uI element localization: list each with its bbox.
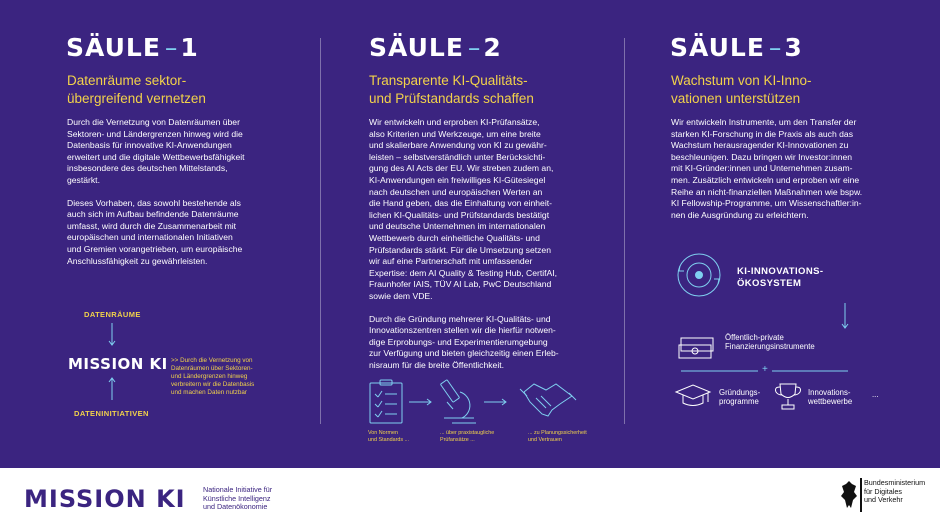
graduation-cap-icon <box>676 385 710 406</box>
more-ellipsis: ... <box>872 390 879 399</box>
mission-ki-center-label: MISSION KI <box>68 355 168 373</box>
cycle-icon <box>678 254 720 296</box>
financing-instruments-label: Öffentlich-private Finanzierungsinstrumente <box>725 333 815 352</box>
column-2-subtitle-line1: Transparente KI-Qualitäts- <box>369 73 528 88</box>
title-dash: – <box>768 33 783 62</box>
column-2-title-text: SÄULE <box>369 33 464 62</box>
footer <box>0 468 940 529</box>
column-2-paragraph-1: Wir entwickeln und erproben KI-Prüfansätze, also Kriterien und Werkzeuge, um eine breite und skalierbare Anwendung von KI zu gewähr- leisten – selbstverständlich unter Berücksichti- gung des AI Acts der EU. Wir streben zudem an, KI-Anwendungen ein freiwilliges KI-Gütesiegel nach deutschen und europäischen Werten an die Hand geben, das die Einhaltung von einheit- lichen KI-Qualitäts- und Prüfstandards bestätigt und deutsche Unternehmen im internationalen Wettbewerb durch einheitliche Qualitäts- und Prüfstandards stärkt. Für die Umsetzung setzen wir auf eine Partnerschaft mit umfassender Expertise: dem AI Quality & Testing Hub, CertifAI, Fraunhofer IAIS, TÜV AI Lab, PwC Deutschland sowie dem VDE. <box>369 117 558 301</box>
datenraeume-label: DATENRÄUME <box>84 310 141 319</box>
title-dash: – <box>467 33 482 62</box>
trophy-icon <box>776 384 801 409</box>
federal-eagle-icon <box>840 478 858 514</box>
plus-sign: + <box>762 364 768 375</box>
eco-system-title: KI-INNOVATIONS- ÖKOSYSTEM <box>737 266 824 289</box>
money-stack-icon <box>679 338 713 358</box>
dateninitiativen-label: DATENINITIATIVEN <box>74 409 149 418</box>
column-3-number: 3 <box>784 33 803 62</box>
column-2-number: 2 <box>483 33 502 62</box>
footer-description: Nationale Initiative für Künstliche Intelligenz und Datenökonomie <box>203 485 273 512</box>
column-2-subtitle-line2: und Prüfstandards schaffen <box>369 91 534 106</box>
column-3-subtitle-line1: Wachstum von KI-Inno- <box>671 73 812 88</box>
column-2-paragraph-2: Durch die Gründung mehrerer KI-Qualitäts- und Innovationszentren stellen wir die hierfür notwen- dige Erprobungs- und Experimentierumgebung zur Verfügung und bieten gleichzeitig einen Erleb- nisraum für die breite Öffentlichkeit. <box>369 313 559 370</box>
column-3-paragraph-1: Wir entwickeln Instrumente, um den Transfer der starken KI-Forschung in die Praxis als auch das Wachstum herausragender KI-Innovationen zu beschleunigen. Dazu bringen wir Investor:innen mit KI-Gründer:innen und Unternehmen zusam- men. Zusätzlich entwickeln und erproben wir eine Reihe an nicht-finanziellen Maßnahmen wie bspw. KI Fellowship-Programme, um Wissenschaftler:in- nen die Ausgründung zu erleichtern. <box>671 117 863 220</box>
diagram-1-note: >> Durch die Vernetzung von Datenräumen über Sektoren- und Ländergrenzen hinweg verbreitern wir die Datenbasis und machen Daten nutzbar <box>171 357 255 396</box>
column-1-subtitle-line1: Datenräume sektor- <box>67 73 187 88</box>
column-1-number: 1 <box>180 33 199 62</box>
diagram-2-caption-2: ... über praxistaugliche Prüfansätze ... <box>440 430 495 443</box>
footer-logo[interactable]: MISSION KI <box>24 485 186 513</box>
column-3-title-text: SÄULE <box>670 33 765 62</box>
column-1-paragraph-2: Dieses Vorhaben, das sowohl bestehende als auch sich im Aufbau befindende Datenräume umfasst, wird durch die Zusammenarbeit mit europäischen und internationalen Initiativen und Gremien vorangetrieben, um europäische Anschlussfähigkeit zu gewährleisten. <box>67 197 243 266</box>
diagram-2-caption-3: ... zu Planungssicherheit und Vertrauen <box>528 430 587 443</box>
column-1-title-text: SÄULE <box>66 33 161 62</box>
ministry-flag-bar <box>860 478 862 512</box>
title-dash: – <box>164 33 179 62</box>
column-3-subtitle-line2: vationen unterstützen <box>671 91 801 106</box>
founding-programs-label: Gründungs- programme <box>719 388 761 407</box>
column-1-paragraph-1: Durch die Vernetzung von Datenräumen über Sektoren- und Ländergrenzen hinweg wird die Datenbasis für innovative KI-Anwendungen erweitert und die digitale Wettbewerbsfähigkeit insbesondere des deutschen Mittelstands, gestärkt. <box>67 117 245 185</box>
column-1-subtitle-line2: übergreifend vernetzen <box>67 91 206 106</box>
arrow-down-icon <box>842 303 848 328</box>
innovation-competitions-label: Innovations- wettbewerbe <box>808 388 853 407</box>
diagram-2-caption-1: Von Normen und Standards ... <box>368 430 410 443</box>
ministry-name: Bundesministerium für Digitales und Verkehr <box>864 478 926 505</box>
